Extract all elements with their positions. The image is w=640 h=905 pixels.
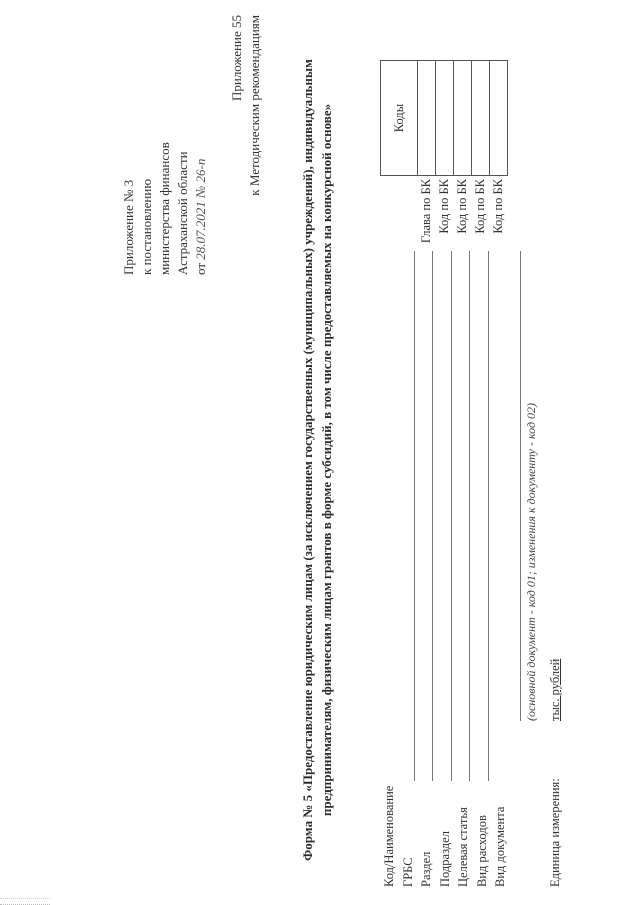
- appendix-date-prefix: от: [193, 262, 208, 275]
- label-code-name: Код/Наименование: [382, 785, 396, 887]
- form-title: Форма № 5 «Предоставление юридическим лицам (за исключением государственных (муниципальных) учреждений), индивидуальным предпринимателям, физическим лицам грантов в форме субсидий, в том числе предоставляемых на конкурсной основе»: [300, 59, 334, 861]
- units-label: Единица измерения:: [548, 778, 562, 887]
- margin-dotted-line-secondary: [0, 898, 50, 899]
- codes-table-row: [436, 61, 454, 248]
- codes-row-label: Код по БК: [455, 179, 469, 234]
- document-type-note: (основной документ - код 01; изменения к документу - код 02): [524, 402, 538, 721]
- codes-header: Коды: [381, 61, 418, 176]
- label-target-article: Целевая статья: [456, 807, 470, 887]
- appendix-line-number: Приложение № 3: [121, 179, 136, 275]
- codes-row-value: [436, 61, 454, 176]
- codes-table-row: [454, 61, 472, 248]
- codes-row-label: Код по БК: [491, 179, 505, 234]
- field-line-grbs: [414, 251, 415, 781]
- codes-table: [380, 60, 508, 247]
- appendix-55-reference: к Методическим рекомендациям: [247, 15, 262, 196]
- codes-row-value: [490, 61, 508, 176]
- codes-row-label: Код по БК: [437, 179, 451, 234]
- codes-row-label: Код по БК: [473, 179, 487, 234]
- field-line-razdel: [432, 251, 433, 781]
- units-value: тыс. рублей: [548, 658, 562, 721]
- appendix-55-block: [228, 15, 264, 305]
- codes-row-value: [454, 61, 472, 176]
- appendix-line-ministry: министерства финансов: [157, 142, 172, 275]
- form-labels: [380, 717, 510, 887]
- codes-table-header-spacer: [381, 176, 418, 248]
- label-expense-type: Вид расходов: [474, 815, 489, 887]
- codes-table-row: [490, 61, 508, 248]
- appendix-line-date: [192, 15, 210, 275]
- label-document-type: Вид документа: [493, 806, 507, 887]
- field-line-podrazdel: [451, 251, 452, 781]
- field-line-target-article: [469, 251, 470, 781]
- label-grbs: ГРБС: [400, 857, 415, 887]
- appendix-line-resolution: к постановлению: [139, 178, 154, 275]
- appendix-date-handwritten: 28.07.2021 № 26-п: [193, 158, 208, 260]
- codes-table-header-row: [381, 61, 418, 248]
- field-line-document-type: [520, 251, 521, 721]
- label-podrazdel: Подраздел: [437, 831, 452, 887]
- field-line-expense-type: [488, 251, 489, 781]
- codes-table-row: [418, 61, 436, 248]
- appendix-block: [120, 15, 210, 275]
- codes-row-value: [418, 61, 436, 176]
- appendix-line-region: Астраханской области: [175, 151, 190, 275]
- codes-row-value: [472, 61, 490, 176]
- codes-table-row: [472, 61, 490, 248]
- label-razdel: Раздел: [419, 851, 433, 887]
- appendix-55-number: Приложение 55: [229, 15, 244, 102]
- codes-row-label: Глава по БК: [419, 179, 433, 244]
